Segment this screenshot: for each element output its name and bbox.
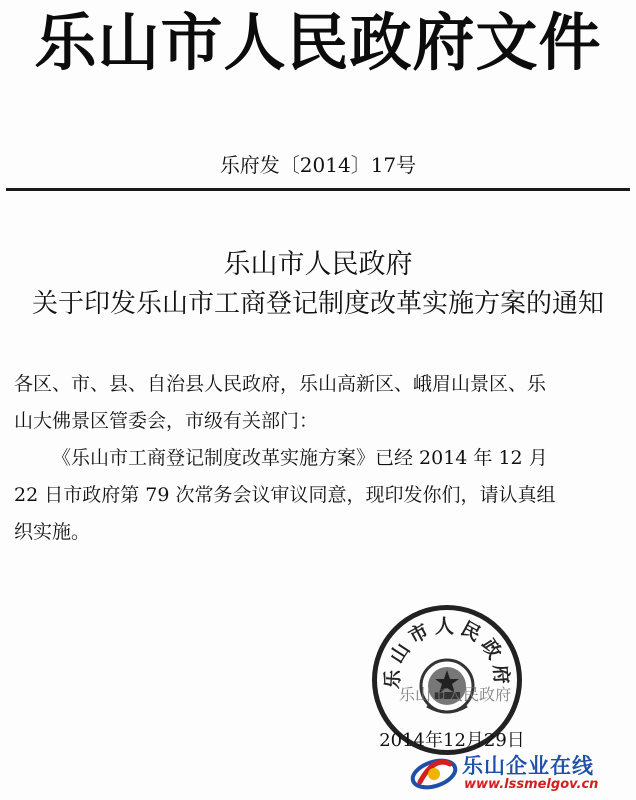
content-line: 22 日市政府第 79 次常务会议审议同意，现印发你们，请认真组 (14, 484, 556, 506)
notice-title-subject: 关于印发乐山市工商登记制度改革实施方案的通知 (31, 289, 604, 319)
notice-title-issuer: 乐山市人民政府 (223, 249, 413, 280)
content-line: 织实施。 (14, 521, 91, 543)
recipients-line: 山大佛景区管委会，市级有关部门： (14, 410, 319, 432)
document-number: 乐府发〔2014〕17号 (219, 153, 417, 177)
issue-date: 2014年12月29日 (379, 730, 525, 751)
swirl-logo-icon (408, 752, 460, 794)
recipients-line: 各区、市、县、自治县人民政府，乐山高新区、峨眉山景区、乐 (14, 373, 547, 395)
site-watermark (408, 748, 634, 798)
seal-text: 乐山市人民政府 (381, 615, 513, 690)
document-header-title: 乐山市人民政府文件 (34, 6, 602, 79)
site-url: www.lssmelgov.cn (464, 777, 599, 792)
site-name: 乐山企业在线 (462, 754, 594, 778)
recipients-block (14, 366, 626, 440)
header-divider (6, 188, 630, 191)
content-block (14, 440, 626, 551)
issuer-name: 乐山市人民政府 (398, 685, 511, 704)
content-line: 《乐山市工商登记制度改革实施方案》已经 2014 年 12 月 (52, 447, 548, 469)
